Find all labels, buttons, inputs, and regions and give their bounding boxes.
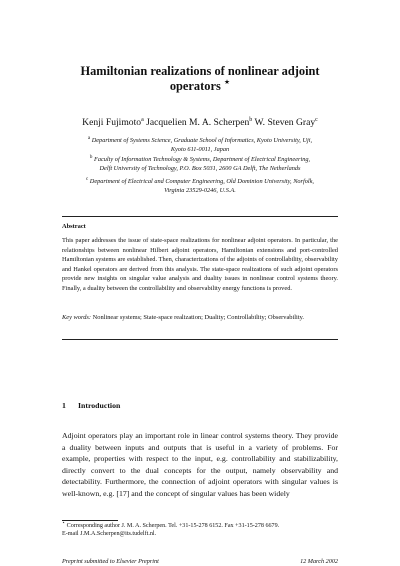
affiliation-mark: b [89,154,93,160]
author-affil-mark: a [141,116,144,123]
affiliation-line: Faculty of Information Technology & Systems, Department of Electrical Engineering, [93,156,311,163]
author-name: Kenji Fujimoto [82,117,142,128]
footnote-mark: ⋆ [62,520,66,526]
footnote-line: E-mail J.M.A.Scherpen@its.tudelft.nl. [62,531,157,538]
affiliation-line: Delft University of Technology, P.O. Box 5031, 2600 GA Delft, The Netherlands [99,164,301,172]
abstract-text: This paper addresses the issue of state-space realizations for nonlinear adjoint operators. In particular, the relationships between nonlinear Hilbert adjoint operators, Hamiltonian extensions and port-controlled Hamiltonian systems are established. Then, characterizations of the adjoints of controllability, observability and Hankel operators are derived from this analysis. The state-space realizations of such adjoint operators provide new insights on singular value analysis and duality issues in nonlinear control systems theory. Finally, a duality between the controllability and observability energy functions is proved. [62,237,338,292]
page-footer [62,558,338,566]
section-body-text: Adjoint operators play an important role in linear control systems theory. They provide a duality between inputs and outputs that is useful in a variety of problems. For example, properties with respect to the input, e.g. controllability and stabilizability, directly convert to the dual concepts for the output, namely observability and detectability. Furthermore, the connection of adjoint operators with singular values is well-known, e.g. [17] and the concept of singular values has been widely [62,431,338,498]
title-footnote-mark: ⋆ [223,76,231,88]
author-name: W. Steven Gray [254,117,316,128]
affiliation-line: Department of Systems Science, Graduate School of Informatics, Kyoto University, Uji, [91,137,313,144]
author-affil-mark: b [249,116,253,123]
title-line-2-text: operators [169,79,221,93]
footnote-line: Corresponding author J. M. A. Scherpen. Tel. +31-15-278 6152. Fax +31-15-278 6679. [66,523,280,529]
footer-preprint-note: Preprint submitted to Elsevier Preprint [62,558,159,565]
author-affil-mark: c [315,116,318,123]
keywords [62,313,338,323]
section-number: 1 [62,401,66,410]
affiliation [62,156,338,173]
abstract-top-rule [62,216,338,217]
affiliation-line: Virginia 23529-0246, U.S.A. [164,186,236,194]
affiliation [62,178,338,195]
affiliation-line: Kyoto 611-0011, Japan [170,145,230,153]
keywords-label: Key words: [62,314,92,321]
author-name: Jacquelien M. A. Scherpen [146,117,250,128]
section-title: Introduction [78,401,121,410]
footnote [62,522,338,539]
paper-title [40,64,360,94]
affiliation-mark: a [87,135,91,141]
affiliation [62,137,338,154]
abstract-bottom-rule [62,339,338,340]
title-line-2 [40,76,360,94]
title-line-1: Hamiltonian realizations of nonlinear adjoint [80,64,320,78]
section-heading [62,401,120,411]
affiliation-mark: c [85,176,89,182]
keywords-text: Nonlinear systems; State-space realization; Duality; Controllability; Observability. [92,314,304,321]
footnote-rule [62,520,118,521]
footer-date: 12 March 2002 [300,558,338,565]
affiliation-line: Department of Electrical and Computer Engineering, Old Dominion University, Norfolk, [89,178,315,185]
abstract-heading: Abstract [62,223,86,230]
author-list [20,117,380,129]
